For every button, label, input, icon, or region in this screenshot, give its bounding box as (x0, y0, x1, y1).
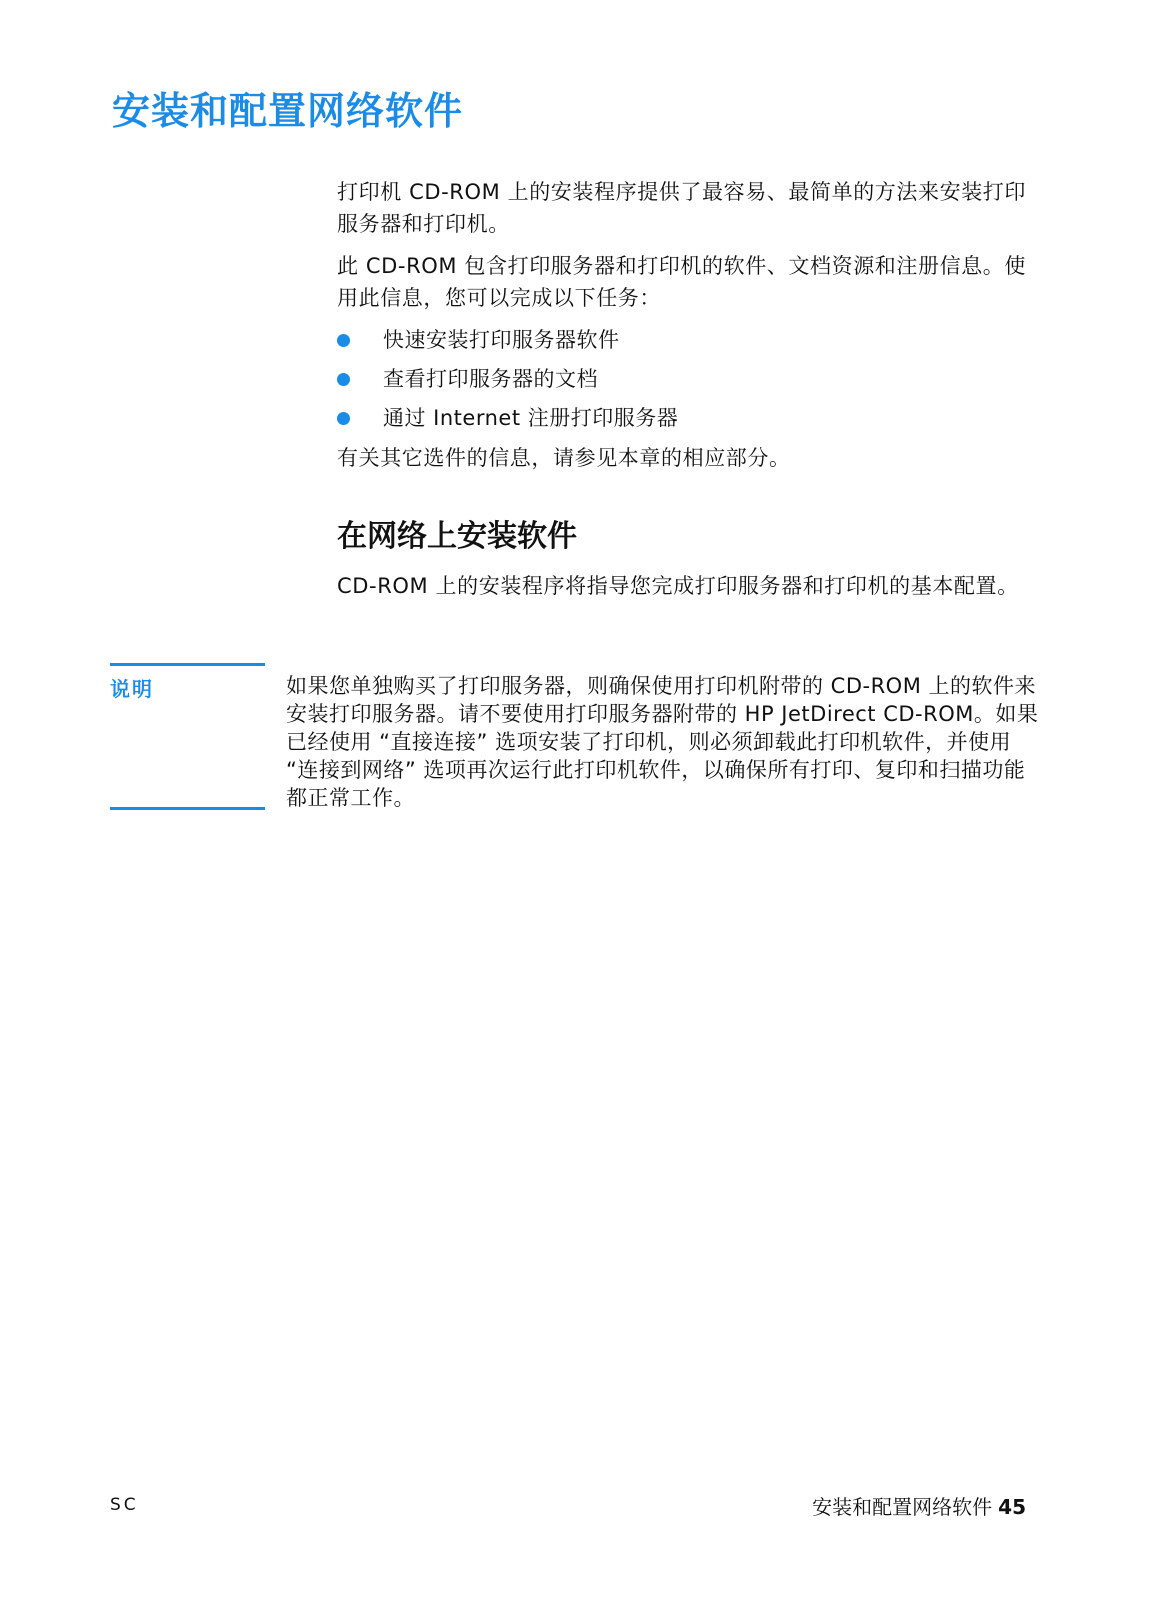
page-number: 45 (998, 1495, 1026, 1519)
bullet-icon (337, 334, 350, 347)
section-heading: 在网络上安装软件 (337, 519, 577, 554)
intro-paragraph-2: 此 CD-ROM 包含打印服务器和打印机的软件、文档资源和注册信息。使用此信息，您可以完成以下任务： (337, 254, 1026, 310)
list-item (337, 324, 678, 363)
list-item (337, 363, 678, 402)
list-item-text: 快速安装打印服务器软件 (383, 328, 620, 352)
note-top-rule (110, 663, 265, 666)
task-list (337, 324, 678, 441)
bullet-icon (337, 373, 350, 386)
page-title: 安装和配置网络软件 (112, 89, 464, 133)
note-label: 说明 (110, 677, 154, 701)
intro-paragraph-1: 打印机 CD-ROM 上的安装程序提供了最容易、最简单的方法来安装打印服务器和打印机。 (337, 180, 1026, 236)
bullet-icon (337, 412, 350, 425)
list-item-text: 通过 Internet 注册打印服务器 (383, 406, 679, 430)
footer-language-code: SC (110, 1495, 139, 1515)
list-item (337, 402, 678, 441)
list-item-text: 查看打印服务器的文档 (383, 367, 598, 391)
note-bottom-rule (110, 807, 265, 810)
note-text: 如果您单独购买了打印服务器，则确保使用打印机附带的 CD-ROM 上的软件来安装打印服务器。请不要使用打印服务器附带的 HP JetDirect CD-ROM。如果已经使用 “直接连接” 选项安装了打印机，则必须卸载此打印机软件，并使用 “连接到网络” 选项再次运行此打印机软件，以确保所有打印、复印和扫描功能都正常工作。 (286, 674, 1039, 810)
footer-chapter-title: 安装和配置网络软件 (812, 1495, 993, 1519)
section-paragraph: CD-ROM 上的安装程序将指导您完成打印服务器和打印机的基本配置。 (337, 574, 1019, 598)
intro-paragraph-3: 有关其它选件的信息，请参见本章的相应部分。 (337, 446, 791, 470)
footer-page-info (812, 1491, 1026, 1520)
